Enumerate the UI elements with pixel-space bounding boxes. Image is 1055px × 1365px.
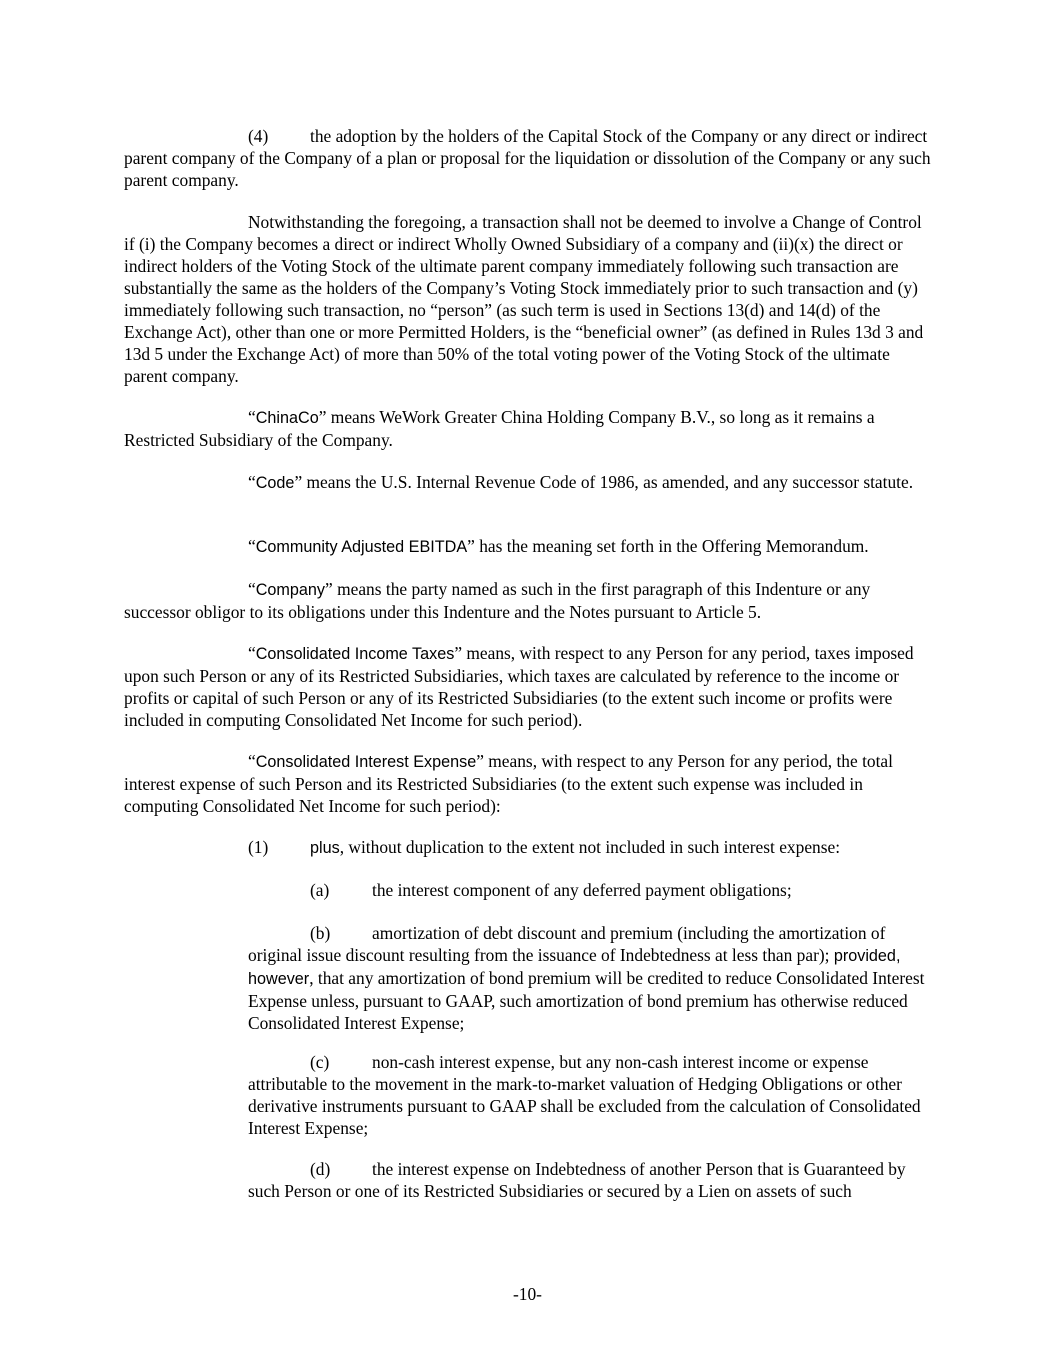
item-number: (4) xyxy=(248,126,269,146)
paragraph-text: Notwithstanding the foregoing, a transaction shall not be deemed to involve a Change of Control if (i) the Company becomes a direct or indirect Wholly Owned Subsidiary of a company and (ii)(x) the direct or indirect holders of the Voting Stock of the ultimate parent company immediately following such transaction are substantially the same as the holders of the Company’s Voting Stock immediately prior to such transaction and (y) immediately following such transaction, no “person” (as such term is used in Sections 13(d) and 14(d) of the Exchange Act), other than one or more Permitted Holders, is the “beneficial owner” (as defined in Rules 13d 3 and 13d 5 under the Exchange Act) of more than 50% of the total voting power of the Voting Stock of the ultimate parent company. xyxy=(124,212,924,386)
list-item-a xyxy=(248,879,938,901)
defined-term: Consolidated Income Taxes xyxy=(255,645,455,663)
paragraph-text: the adoption by the holders of the Capital Stock of the Company or any direct or indirect parent company of the Company of a plan or proposal for the liquidation or dissolution of the Company or any such parent company. xyxy=(124,126,931,190)
page-number: -10- xyxy=(513,1284,542,1304)
defined-term: Consolidated Interest Expense xyxy=(255,753,477,771)
open-quote: “ xyxy=(248,579,256,599)
item-text: amortization of debt discount and premium (including the amortization of original issue discount resulting from the issuance of Indebtedness at less than par); xyxy=(248,923,886,965)
definition-consolidated-income-taxes xyxy=(124,642,934,731)
definition-text: ” has the meaning set forth in the Offering Memorandum. xyxy=(467,536,869,556)
defined-term: Community Adjusted EBITDA xyxy=(255,538,468,556)
list-item-d xyxy=(248,1158,938,1202)
definition-chinaco xyxy=(124,406,934,451)
open-quote: “ xyxy=(248,407,256,427)
item-text: the interest component of any deferred payment obligations; xyxy=(372,880,792,900)
definition-text: ” means the U.S. Internal Revenue Code of 1986, as amended, and any successor statute. xyxy=(294,472,914,492)
paragraph-change-of-control-exception xyxy=(124,211,934,387)
item-text: the interest expense on Indebtedness of another Person that is Guaranteed by such Person or one of its Restricted Subsidiaries or secured by a Lien on assets of such xyxy=(248,1159,906,1201)
open-quote: “ xyxy=(248,472,256,492)
item-text: , without duplication to the extent not included in such interest expense: xyxy=(339,837,841,857)
definition-text: ” means, with respect to any Person for any period, taxes imposed upon such Person or any of its Restricted Subsidiaries, which taxes are calculated by reference to the income or profits or capital of such Person or any of its Restricted Subsidiaries (to the extent such income or profits were included in computing Consolidated Net Income for such period). xyxy=(124,643,914,730)
definition-text: ” means, with respect to any Person for any period, the total interest expense of such Person and its Restricted Subsidiaries (to the extent such expense was included in computing Consolidated Net Income for such period): xyxy=(124,751,893,816)
open-quote: “ xyxy=(248,643,256,663)
open-quote: “ xyxy=(248,751,256,771)
item-number: (a) xyxy=(310,880,330,900)
definition-consolidated-interest-expense xyxy=(124,750,934,817)
list-item-b xyxy=(248,922,938,1034)
item-text-continued: , that any amortization of bond premium will be credited to reduce Consolidated Interest Expense unless, pursuant to GAAP, such amortization of bond premium has otherwise reduced Consolidated Interest Expense; xyxy=(248,968,925,1033)
defined-term: ChinaCo xyxy=(255,409,319,427)
definition-company xyxy=(124,578,934,623)
open-quote: “ xyxy=(248,536,256,556)
item-number: (c) xyxy=(310,1052,330,1072)
item-text: non-cash interest expense, but any non-cash interest income or expense attributable to the movement in the mark-to-market valuation of Hedging Obligations or other derivative instruments pursuant to GAAP shall be excluded from the calculation of Consolidated Interest Expense; xyxy=(248,1052,921,1138)
item-number: (d) xyxy=(310,1159,331,1179)
paragraph-item-4 xyxy=(124,125,934,191)
item-number: (1) xyxy=(248,837,269,857)
item-number: (b) xyxy=(310,923,331,943)
definition-community-adjusted-ebitda xyxy=(124,535,934,558)
definition-code xyxy=(124,471,934,494)
proviso-term: provided, however xyxy=(248,947,901,988)
emphasized-term: plus xyxy=(310,839,340,857)
defined-term: Code xyxy=(255,474,295,492)
definition-text: ” means the party named as such in the first paragraph of this Indenture or any successor obligor to its obligations under this Indenture and the Notes pursuant to Article 5. xyxy=(124,579,871,622)
list-item-1 xyxy=(248,836,938,859)
defined-term: Company xyxy=(255,581,326,599)
list-item-c xyxy=(248,1051,938,1139)
definition-text: ” means WeWork Greater China Holding Company B.V., so long as it remains a Restricted Subsidiary of the Company. xyxy=(124,407,875,450)
